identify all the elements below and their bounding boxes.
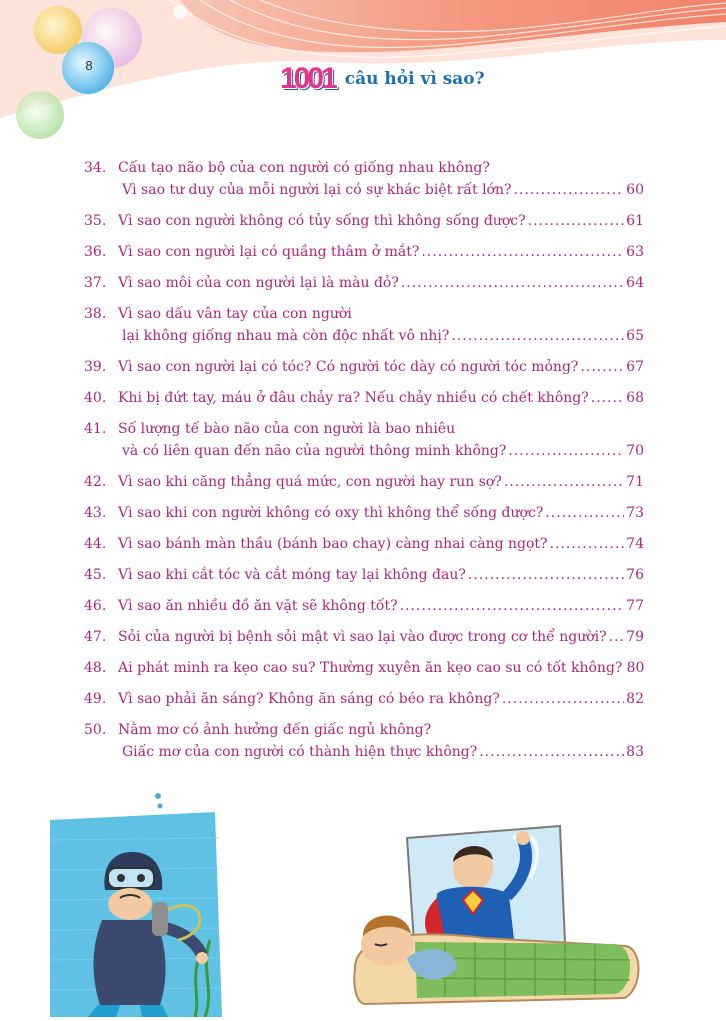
- toc-title-cont: Vì sao tư duy của mỗi người lại có sự khác biệt rất lớn?: [122, 182, 512, 198]
- toc-number: 36.: [84, 244, 107, 260]
- toc-number: 48.: [84, 660, 107, 676]
- toc-title: Vì sao ăn nhiều đồ ăn vặt sẽ không tốt?: [118, 598, 398, 614]
- toc-number: 47.: [84, 629, 107, 645]
- toc-entry[interactable]: [84, 210, 644, 232]
- toc-title: Vì sao khi con người không có oxy thì không thể sống được?: [118, 505, 544, 521]
- leader-dots: [468, 564, 624, 586]
- toc-page: 80: [626, 660, 645, 676]
- toc-page: 71: [626, 474, 644, 490]
- toc-page: 65: [626, 328, 644, 344]
- leader-dots: [400, 595, 624, 617]
- toc-title: Vì sao con người lại có tóc? Có người tóc dày có người tóc mỏng?: [118, 359, 579, 375]
- leader-dots: [401, 272, 624, 294]
- toc-title: Vì sao con người lại có quầng thâm ở mắt?: [118, 244, 420, 260]
- toc-page: 60: [626, 182, 644, 198]
- page-header: [0, 0, 726, 140]
- toc-title: Cấu tạo não bộ của con người có giống nhau không?: [118, 160, 490, 176]
- toc-title: Nằm mơ có ảnh hưởng đến giấc ngủ không?: [118, 722, 432, 738]
- toc-page: 67: [626, 359, 644, 375]
- toc-entry[interactable]: [84, 533, 644, 555]
- logo-number: 1001: [280, 62, 335, 95]
- toc-number: 41.: [84, 421, 107, 437]
- toc-number: 35.: [84, 213, 107, 229]
- toc-number: 39.: [84, 359, 107, 375]
- toc-number: 49.: [84, 691, 107, 707]
- leader-dots: [528, 210, 624, 232]
- leader-dots: [514, 179, 625, 201]
- leader-dots: [504, 471, 624, 493]
- toc-page: 74: [626, 536, 644, 552]
- toc-page: 70: [626, 443, 644, 459]
- page-number: 8: [85, 58, 93, 73]
- toc-title: Vì sao môi của con người lại là màu đỏ?: [118, 275, 399, 291]
- toc-page: 76: [626, 567, 644, 583]
- sleeping-child-illustration-icon: [345, 818, 645, 1017]
- toc-title: Số lượng tế bào não của con người là bao nhiêu: [118, 421, 456, 437]
- toc-entry[interactable]: [84, 502, 644, 524]
- toc-title: Vì sao con người không có tủy sống thì không sống được?: [118, 213, 526, 229]
- toc-entry[interactable]: [84, 157, 644, 201]
- toc-page: 77: [626, 598, 644, 614]
- toc-title-cont: và có liên quan đến não của người thông minh không?: [122, 443, 507, 459]
- toc-entry[interactable]: [84, 564, 644, 586]
- toc-number: 38.: [84, 306, 107, 322]
- toc-number: 37.: [84, 275, 107, 291]
- toc-title: Ai phát minh ra kẹo cao su? Thường xuyên ăn kẹo cao su có tốt không?: [118, 660, 623, 676]
- toc-entry[interactable]: [84, 303, 644, 347]
- toc-number: 40.: [84, 390, 107, 406]
- toc-entry[interactable]: [84, 356, 644, 378]
- toc-entry[interactable]: [84, 387, 644, 409]
- leader-dots: [580, 356, 624, 378]
- toc-entry[interactable]: [84, 418, 644, 462]
- toc-title: Vì sao dấu vân tay của con người: [118, 306, 352, 322]
- toc-entry[interactable]: [84, 719, 644, 763]
- leader-dots: [550, 533, 624, 555]
- toc-page: 61: [626, 213, 644, 229]
- leader-dots: [502, 688, 624, 710]
- leader-dots: [508, 440, 624, 462]
- toc-page: 73: [626, 505, 644, 521]
- toc-entry[interactable]: [84, 657, 644, 679]
- toc-title-cont: Giấc mơ của con người có thành hiện thực không?: [122, 744, 478, 760]
- toc-entry[interactable]: [84, 595, 644, 617]
- table-of-contents: [84, 157, 644, 772]
- toc-entry[interactable]: [84, 688, 644, 710]
- toc-title: Vì sao khi căng thẳng quá mức, con người hay run sợ?: [118, 474, 502, 490]
- series-logo: [280, 62, 485, 96]
- toc-entry[interactable]: [84, 241, 644, 263]
- toc-title: Vì sao khi cắt tóc và cắt móng tay lại không đau?: [118, 567, 466, 583]
- toc-page: 82: [626, 691, 644, 707]
- toc-number: 42.: [84, 474, 107, 490]
- toc-number: 34.: [84, 160, 107, 176]
- toc-page: 64: [626, 275, 644, 291]
- toc-number: 44.: [84, 536, 107, 552]
- toc-page: 79: [626, 629, 644, 645]
- toc-number: 50.: [84, 722, 107, 738]
- toc-title: Vì sao bánh màn thầu (bánh bao chay) càng nhai càng ngọt?: [118, 536, 548, 552]
- toc-title: Khi bị đứt tay, máu ở đâu chảy ra? Nếu chảy nhiều có chết không?: [118, 390, 589, 406]
- toc-entry[interactable]: [84, 626, 644, 648]
- leader-dots: [451, 325, 624, 347]
- toc-number: 46.: [84, 598, 107, 614]
- leader-dots: [479, 741, 624, 763]
- toc-number: 43.: [84, 505, 107, 521]
- toc-page: 68: [626, 390, 644, 406]
- leader-dots: [591, 387, 624, 409]
- toc-page: 63: [626, 244, 644, 260]
- toc-page: 83: [626, 744, 644, 760]
- toc-entry[interactable]: [84, 272, 644, 294]
- leader-dots: [421, 241, 624, 263]
- toc-entry[interactable]: [84, 471, 644, 493]
- toc-title: Sỏi của người bị bệnh sỏi mật vì sao lại vào được trong cơ thể người?: [118, 629, 607, 645]
- toc-title: Vì sao phải ăn sáng? Không ăn sáng có béo ra không?: [118, 691, 500, 707]
- leader-dots: [609, 626, 624, 648]
- scuba-diver-illustration-icon: [50, 790, 250, 1017]
- toc-title-cont: lại không giống nhau mà còn độc nhất vô nhị?: [122, 328, 450, 344]
- toc-number: 45.: [84, 567, 107, 583]
- leader-dots: [545, 502, 624, 524]
- logo-title: câu hỏi vì sao?: [344, 69, 485, 89]
